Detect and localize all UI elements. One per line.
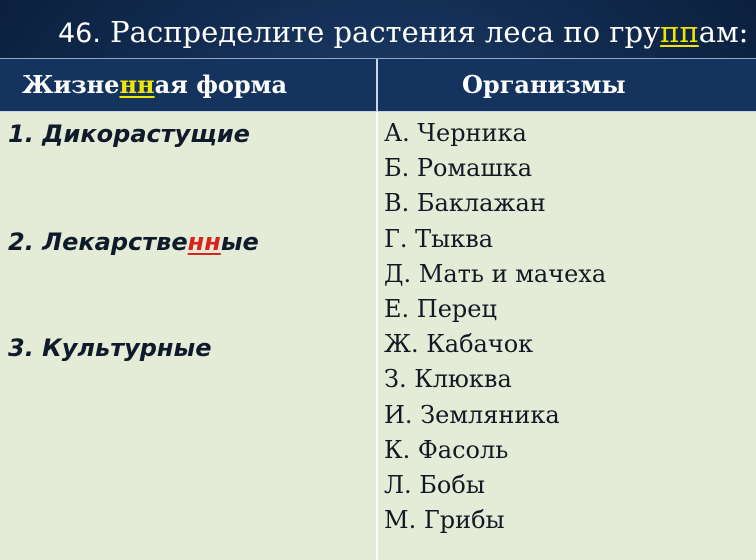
form-item-cultivated: 3. Культурные — [8, 334, 212, 362]
title-highlight: пп — [660, 15, 699, 49]
header-life-form-highlight: нн — [119, 70, 155, 99]
list-item: Е. Перец — [384, 294, 497, 323]
list-item: Б. Ромашка — [384, 154, 533, 183]
list-item: Л. Бобы — [384, 470, 485, 499]
header-column-divider — [376, 59, 378, 111]
form-item-wild: 1. Дикорастущие — [8, 120, 250, 148]
header-organisms: Организмы — [462, 70, 626, 99]
classification-table — [0, 58, 756, 560]
list-item: К. Фасоль — [384, 435, 509, 464]
header-life-form — [22, 59, 287, 111]
header-life-form-end: ая форма — [154, 70, 288, 99]
title-text-end: ам: — [698, 15, 749, 49]
form-item-medicinal-start: 2. Лекарстве — [8, 228, 188, 256]
title-text-start: Распределите растения леса по гру — [100, 15, 661, 49]
organism-list — [384, 116, 606, 538]
list-item: Д. Мать и мачеха — [384, 259, 607, 288]
list-item: И. Земляника — [384, 400, 560, 429]
page-title — [58, 12, 748, 52]
form-item-medicinal-end: ые — [220, 228, 259, 256]
list-item: М. Грибы — [384, 506, 505, 535]
list-item: А. Черника — [384, 119, 527, 147]
form-item-medicinal-highlight: нн — [187, 228, 221, 256]
list-item: Г. Тыква — [384, 224, 494, 253]
body-column-divider — [376, 112, 378, 560]
task-number: 46. — [58, 18, 101, 49]
list-item: Ж. Кабачок — [384, 330, 534, 359]
list-item: В. Баклажан — [384, 189, 546, 218]
header-life-form-start: Жизне — [22, 70, 120, 99]
table-body-row — [0, 112, 756, 560]
table-header-row — [0, 58, 756, 113]
form-item-medicinal — [8, 228, 259, 256]
list-item: З. Клюква — [384, 365, 512, 394]
